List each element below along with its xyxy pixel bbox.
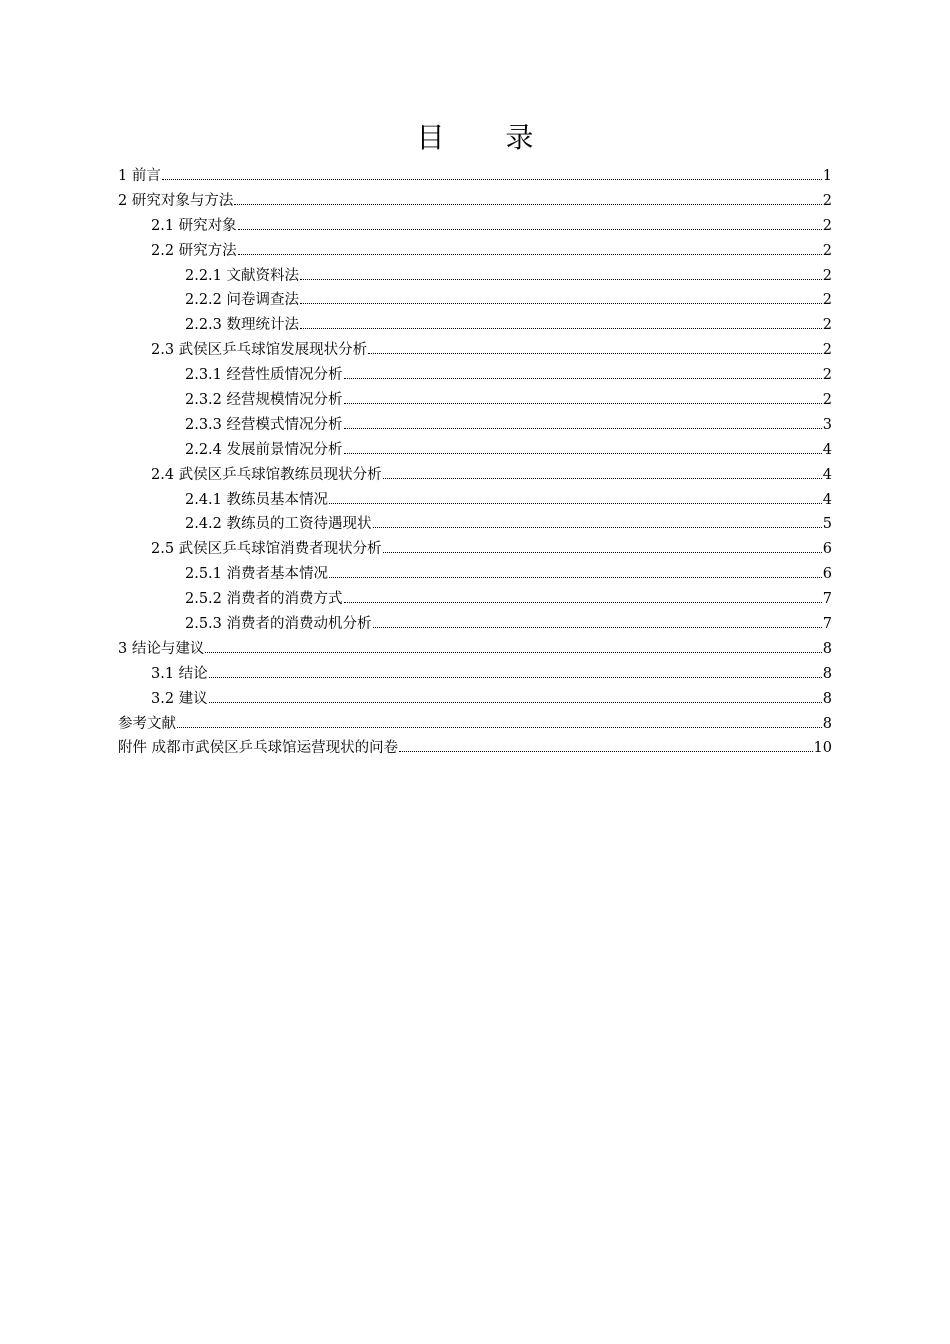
toc-entry-page-number: 2 xyxy=(822,367,832,384)
toc-entry[interactable] xyxy=(118,736,832,761)
toc-entry[interactable] xyxy=(118,288,832,313)
toc-dot-leader xyxy=(300,328,822,329)
toc-entry-label: 2.5.1 消费者基本情况 xyxy=(185,566,329,583)
toc-entry-page-number: 7 xyxy=(822,616,832,633)
toc-entry[interactable] xyxy=(118,463,832,488)
toc-entry[interactable] xyxy=(118,637,832,662)
toc-entry-label: 2.2.3 数理统计法 xyxy=(185,317,300,334)
toc-entry-label: 2.3.3 经营模式情况分析 xyxy=(185,416,343,433)
toc-dot-leader xyxy=(383,552,822,553)
toc-entry[interactable] xyxy=(118,612,832,637)
toc-entry[interactable] xyxy=(118,164,832,189)
toc-entry-label: 2.2.1 文献资料法 xyxy=(185,267,300,284)
toc-entry[interactable] xyxy=(118,438,832,463)
toc-entry-label: 2.3.1 经营性质情况分析 xyxy=(185,367,343,384)
toc-entry-label: 参考文献 xyxy=(118,715,176,732)
toc-dot-leader xyxy=(399,751,812,752)
toc-entry-label: 3 结论与建议 xyxy=(118,640,205,657)
toc-entry-page-number: 8 xyxy=(822,640,832,657)
toc-entry-page-number: 2 xyxy=(822,392,832,409)
toc-entry-label: 2.4.2 教练员的工资待遇现状 xyxy=(185,516,372,533)
toc-entry-label: 3.2 建议 xyxy=(151,690,208,707)
toc-entry-page-number: 2 xyxy=(822,242,832,259)
toc-dot-leader xyxy=(234,204,821,205)
toc-list xyxy=(118,164,832,761)
toc-entry[interactable] xyxy=(118,189,832,214)
toc-entry-label: 2.1 研究对象 xyxy=(151,217,237,234)
toc-entry-label: 2.5.3 消费者的消费动机分析 xyxy=(185,616,372,633)
toc-entry-page-number: 4 xyxy=(822,441,832,458)
toc-entry[interactable] xyxy=(118,537,832,562)
toc-entry-label: 2.5 武侯区乒乓球馆消费者现状分析 xyxy=(151,541,382,558)
toc-entry-page-number: 8 xyxy=(822,665,832,682)
toc-entry-page-number: 6 xyxy=(822,541,832,558)
toc-entry-page-number: 7 xyxy=(822,591,832,608)
toc-entry-label: 3.1 结论 xyxy=(151,665,208,682)
toc-entry[interactable] xyxy=(118,662,832,687)
toc-entry-page-number: 2 xyxy=(822,217,832,234)
toc-entry[interactable] xyxy=(118,388,832,413)
toc-entry[interactable] xyxy=(118,214,832,239)
toc-entry-page-number: 2 xyxy=(822,342,832,359)
toc-entry[interactable] xyxy=(118,712,832,737)
toc-entry-page-number: 2 xyxy=(822,292,832,309)
toc-dot-leader xyxy=(373,627,822,628)
toc-entry-page-number: 4 xyxy=(822,491,832,508)
toc-entry[interactable] xyxy=(118,363,832,388)
toc-dot-leader xyxy=(344,453,822,454)
toc-title: 目 录 xyxy=(416,121,560,154)
toc-entry[interactable] xyxy=(118,413,832,438)
toc-entry-label: 2.3 武侯区乒乓球馆发展现状分析 xyxy=(151,342,368,359)
toc-dot-leader xyxy=(300,303,822,304)
toc-dot-leader xyxy=(383,478,822,479)
toc-entry-page-number: 1 xyxy=(822,168,832,184)
toc-dot-leader xyxy=(238,229,822,230)
toc-dot-leader xyxy=(368,353,822,354)
toc-dot-leader xyxy=(329,577,822,578)
toc-entry-page-number: 10 xyxy=(813,740,832,757)
toc-entry[interactable] xyxy=(118,313,832,338)
toc-entry-label: 附件 成都市武侯区乒乓球馆运营现状的问卷 xyxy=(118,740,399,757)
toc-entry-label: 2.2.2 问卷调查法 xyxy=(185,292,300,309)
toc-entry-label: 2.4.1 教练员基本情况 xyxy=(185,491,329,508)
toc-entry-page-number: 8 xyxy=(822,690,832,707)
toc-dot-leader xyxy=(162,179,822,180)
toc-dot-leader xyxy=(238,254,822,255)
toc-entry-label: 2 研究对象与方法 xyxy=(118,192,234,209)
toc-entry-label: 2.5.2 消费者的消费方式 xyxy=(185,591,343,608)
toc-entry-page-number: 8 xyxy=(822,715,832,732)
toc-entry-page-number: 6 xyxy=(822,566,832,583)
toc-dot-leader xyxy=(373,527,822,528)
toc-entry-label: 2.2.4 发展前景情况分析 xyxy=(185,441,343,458)
toc-entry-page-number: 5 xyxy=(822,516,832,533)
toc-dot-leader xyxy=(209,677,822,678)
toc-entry-label: 2.4 武侯区乒乓球馆教练员现状分析 xyxy=(151,466,382,483)
toc-entry-page-number: 2 xyxy=(822,267,832,284)
toc-entry[interactable] xyxy=(118,512,832,537)
toc-dot-leader xyxy=(209,702,822,703)
toc-entry-label: 2.3.2 经营规模情况分析 xyxy=(185,392,343,409)
toc-dot-leader xyxy=(344,428,822,429)
toc-entry[interactable] xyxy=(118,239,832,264)
toc-entry[interactable] xyxy=(118,687,832,712)
toc-entry-label: 1 前言 xyxy=(118,168,161,184)
toc-entry[interactable] xyxy=(118,338,832,363)
toc-entry[interactable] xyxy=(118,264,832,289)
toc-dot-leader xyxy=(329,503,822,504)
toc-dot-leader xyxy=(205,652,821,653)
toc-entry-page-number: 2 xyxy=(822,192,832,209)
toc-entry-label: 2.2 研究方法 xyxy=(151,242,237,259)
toc-entry-page-number: 4 xyxy=(822,466,832,483)
toc-entry[interactable] xyxy=(118,488,832,513)
toc-dot-leader xyxy=(344,378,822,379)
toc-dot-leader xyxy=(177,727,822,728)
toc-dot-leader xyxy=(300,279,822,280)
toc-dot-leader xyxy=(344,403,822,404)
toc-dot-leader xyxy=(344,602,822,603)
toc-entry-page-number: 2 xyxy=(822,317,832,334)
toc-entry[interactable] xyxy=(118,587,832,612)
toc-entry[interactable] xyxy=(118,562,832,587)
toc-entry-page-number: 3 xyxy=(822,416,832,433)
